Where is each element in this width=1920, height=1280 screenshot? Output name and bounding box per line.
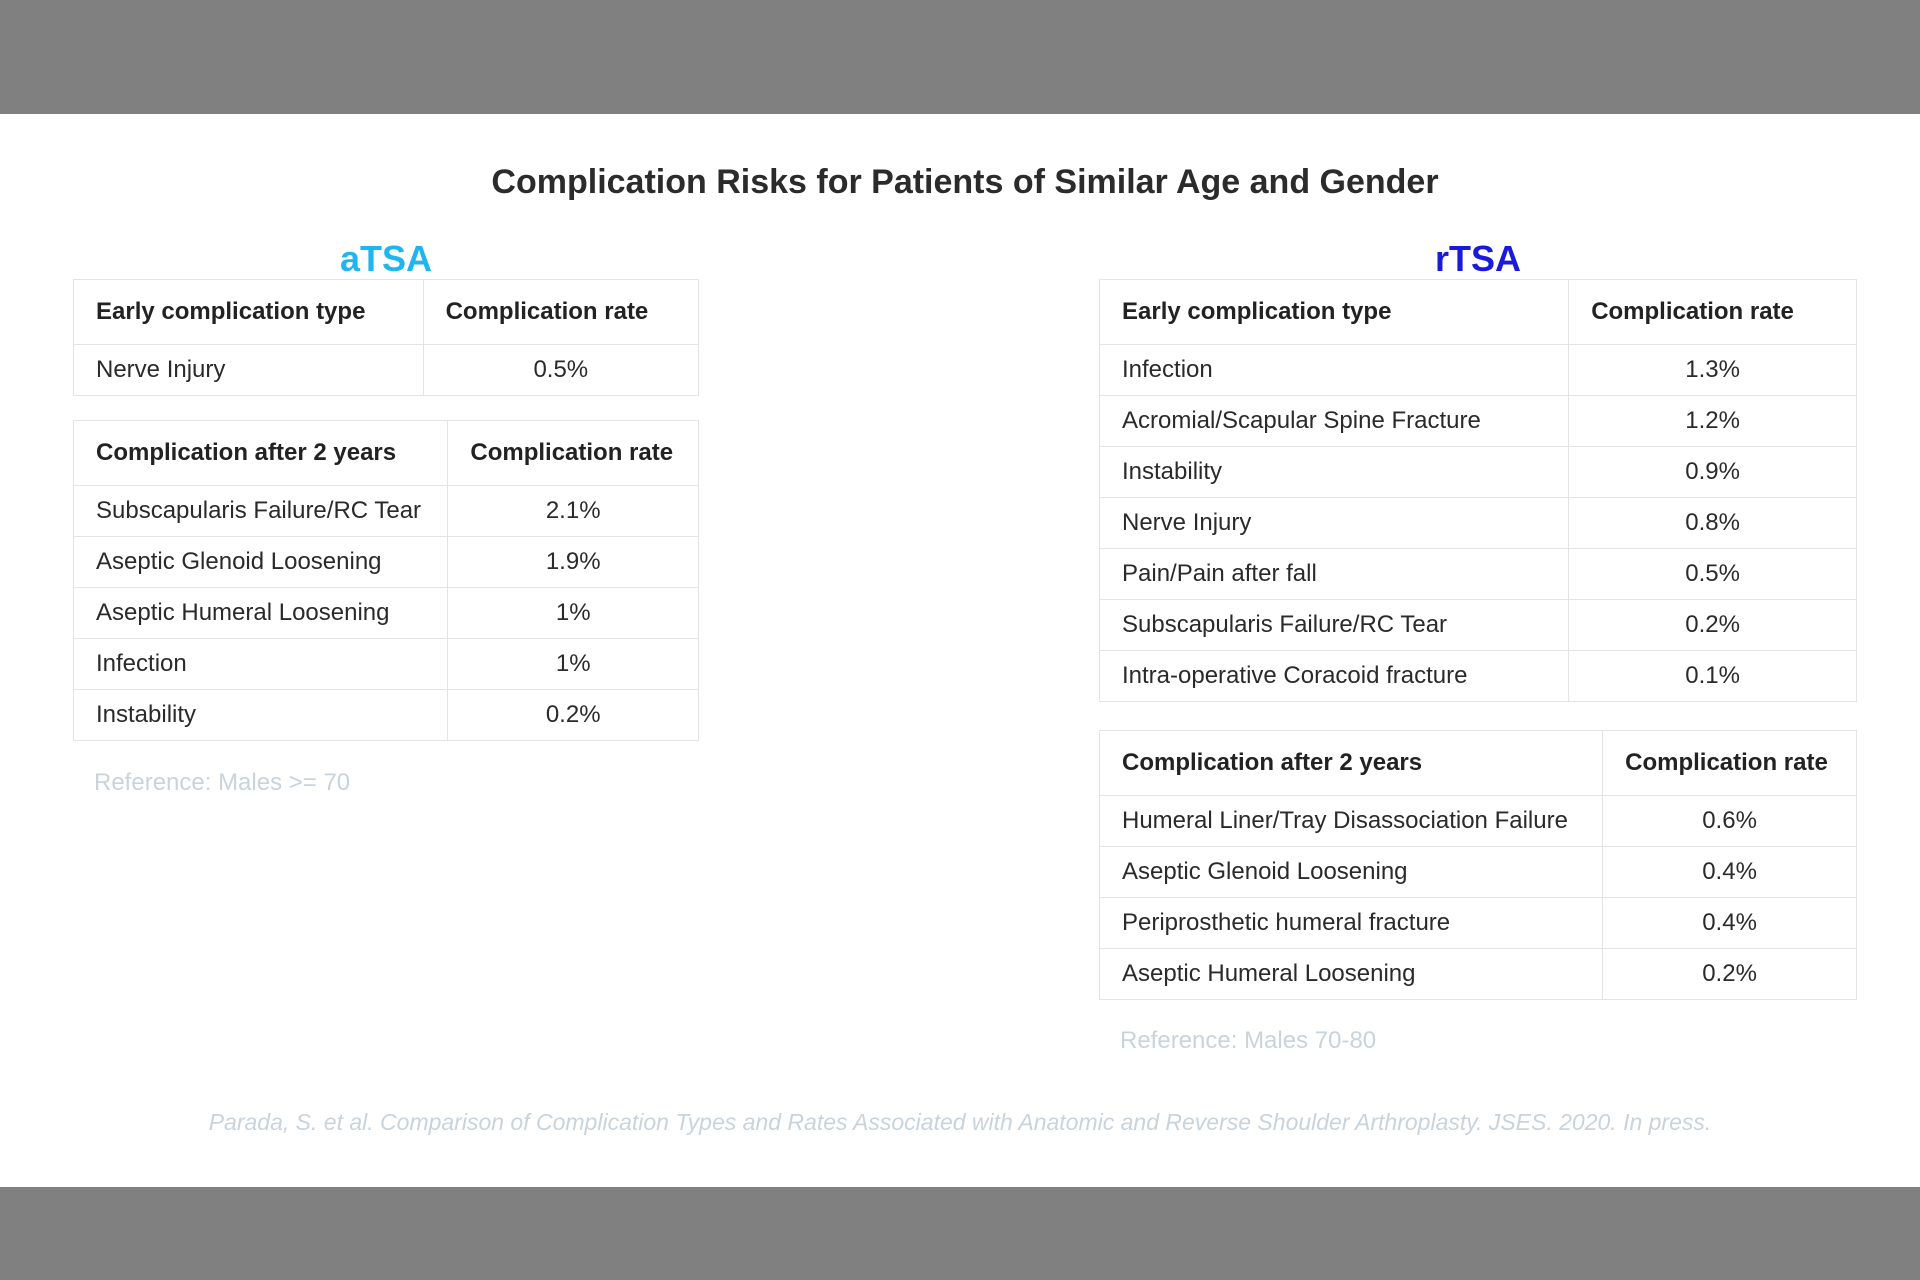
atsa-early-complications-table <box>73 279 699 396</box>
atsa-reference-note: Reference: Males >= 70 <box>94 769 351 796</box>
rtsa-reference-note: Reference: Males 70-80 <box>1120 1027 1377 1054</box>
complication-type-cell: Aseptic Humeral Loosening <box>1100 949 1603 1000</box>
atsa-heading: aTSA <box>339 238 433 279</box>
complication-rate-cell: 1% <box>448 639 699 690</box>
table-row <box>1100 898 1857 949</box>
complication-rate-cell: 1.9% <box>448 537 699 588</box>
complication-rate-cell: 0.9% <box>1569 447 1857 498</box>
rtsa-late-complications-table <box>1099 730 1857 1000</box>
complication-rate-cell: 0.2% <box>1569 600 1857 651</box>
table-row <box>1100 600 1857 651</box>
complication-type-cell: Intra-operative Coracoid fracture <box>1100 651 1569 702</box>
table-row <box>74 345 699 396</box>
complication-rate-cell: 0.1% <box>1569 651 1857 702</box>
table-row <box>74 486 699 537</box>
complication-rate-cell: 0.8% <box>1569 498 1857 549</box>
table-header-row <box>74 421 699 486</box>
table-row <box>74 537 699 588</box>
complication-type-cell: Pain/Pain after fall <box>1100 549 1569 600</box>
table-row <box>1100 396 1857 447</box>
complication-rate-cell: 0.6% <box>1603 796 1857 847</box>
table-row <box>74 588 699 639</box>
complication-type-cell: Humeral Liner/Tray Disassociation Failure <box>1100 796 1603 847</box>
column-header-rate: Complication rate <box>448 421 699 486</box>
table-row <box>1100 345 1857 396</box>
complication-rate-cell: 0.2% <box>1603 949 1857 1000</box>
table-row <box>1100 847 1857 898</box>
table-row <box>1100 549 1857 600</box>
table-header-row <box>1100 731 1857 796</box>
complication-type-cell: Aseptic Humeral Loosening <box>74 588 448 639</box>
table-row <box>74 690 699 741</box>
table-header-row <box>1100 280 1857 345</box>
column-header-type: Early complication type <box>74 280 424 345</box>
complication-type-cell: Infection <box>1100 345 1569 396</box>
page-title: Complication Risks for Patients of Similar Age and Gender <box>491 163 1439 201</box>
complication-rate-cell: 1.3% <box>1569 345 1857 396</box>
complication-type-cell: Subscapularis Failure/RC Tear <box>74 486 448 537</box>
table-row <box>1100 447 1857 498</box>
atsa-late-complications-table <box>73 420 699 741</box>
complication-type-cell: Nerve Injury <box>74 345 424 396</box>
table-header-row <box>74 280 699 345</box>
complication-rate-cell: 1.2% <box>1569 396 1857 447</box>
complication-type-cell: Aseptic Glenoid Loosening <box>1100 847 1603 898</box>
column-header-type: Complication after 2 years <box>74 421 448 486</box>
column-header-rate: Complication rate <box>423 280 698 345</box>
table-row <box>1100 498 1857 549</box>
complication-type-cell: Periprosthetic humeral fracture <box>1100 898 1603 949</box>
column-header-rate: Complication rate <box>1569 280 1857 345</box>
complication-type-cell: Instability <box>1100 447 1569 498</box>
complication-rate-cell: 1% <box>448 588 699 639</box>
column-header-rate: Complication rate <box>1603 731 1857 796</box>
table-row <box>1100 651 1857 702</box>
complication-type-cell: Aseptic Glenoid Loosening <box>74 537 448 588</box>
complication-rate-cell: 0.2% <box>448 690 699 741</box>
complication-type-cell: Acromial/Scapular Spine Fracture <box>1100 396 1569 447</box>
citation-footnote: Parada, S. et al. Comparison of Complication Types and Rates Associated with Anatomic and Reverse Shoulder Arthroplasty. JSES. 2020. In press. <box>208 1109 1712 1135</box>
column-header-type: Complication after 2 years <box>1100 731 1603 796</box>
table-row <box>1100 796 1857 847</box>
complication-rate-cell: 2.1% <box>448 486 699 537</box>
complication-type-cell: Instability <box>74 690 448 741</box>
complication-rate-cell: 0.4% <box>1603 898 1857 949</box>
complication-type-cell: Infection <box>74 639 448 690</box>
bottom-letterbox-band <box>0 1187 1920 1280</box>
top-letterbox-band <box>0 0 1920 114</box>
table-row <box>1100 949 1857 1000</box>
column-header-type: Early complication type <box>1100 280 1569 345</box>
complication-type-cell: Nerve Injury <box>1100 498 1569 549</box>
complication-rate-cell: 0.5% <box>1569 549 1857 600</box>
complication-rate-cell: 0.5% <box>423 345 698 396</box>
complication-rate-cell: 0.4% <box>1603 847 1857 898</box>
table-row <box>74 639 699 690</box>
rtsa-early-complications-table <box>1099 279 1857 702</box>
complication-type-cell: Subscapularis Failure/RC Tear <box>1100 600 1569 651</box>
rtsa-heading: rTSA <box>1434 238 1521 279</box>
